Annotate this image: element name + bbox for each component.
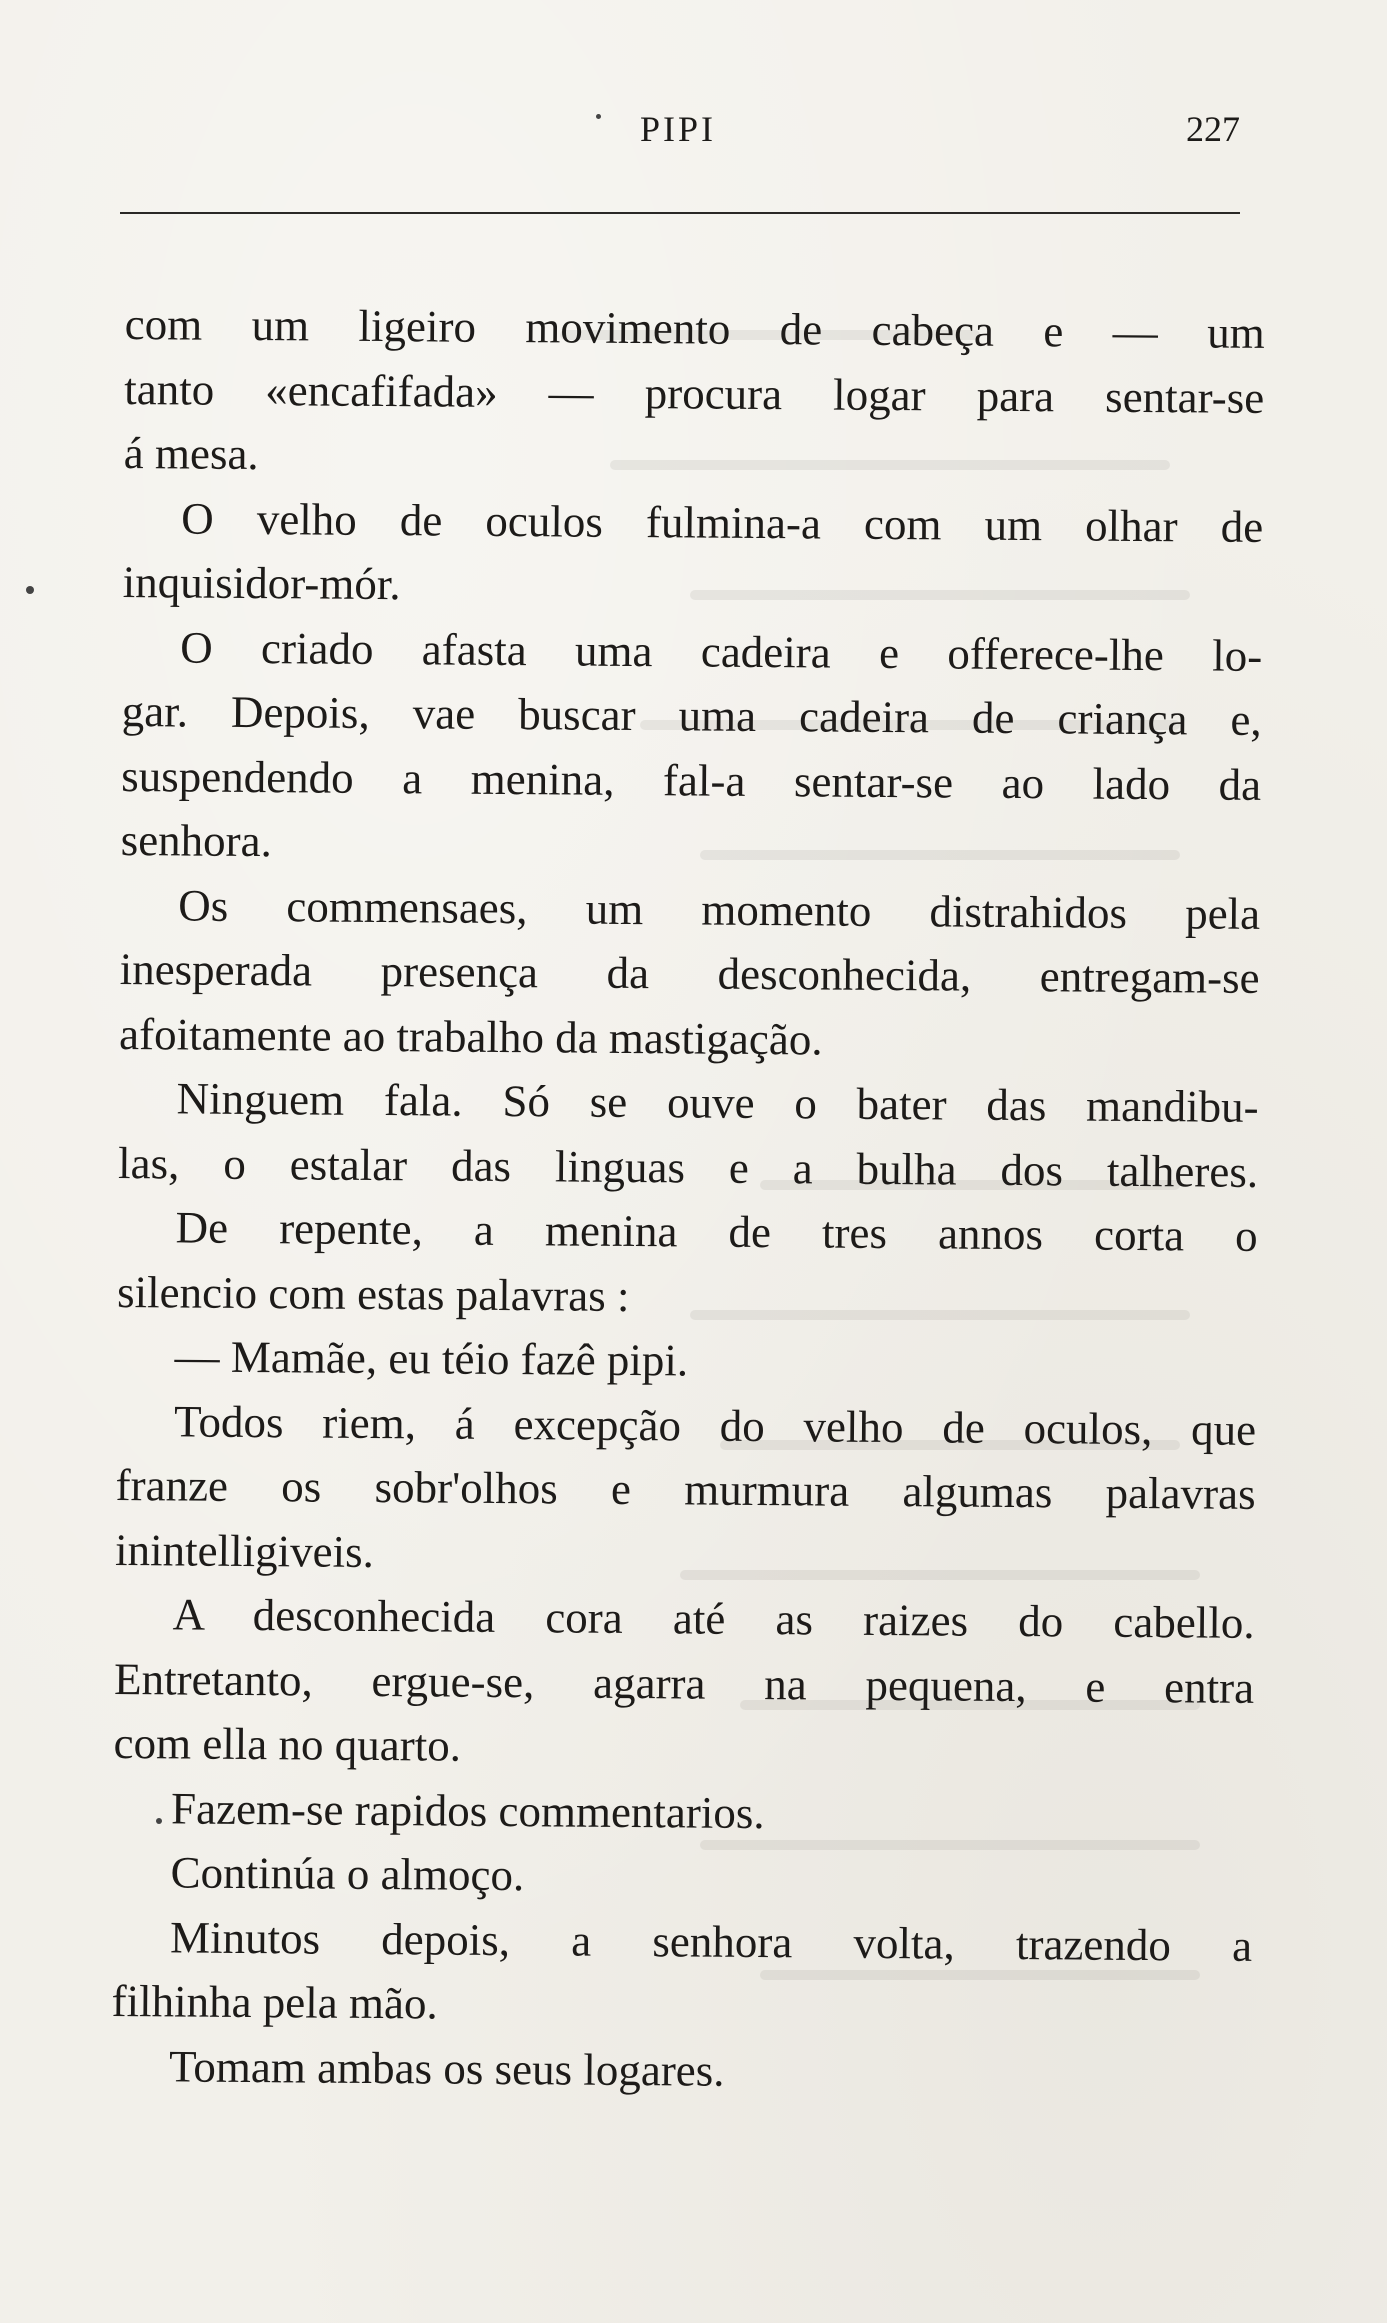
- text-line: suspendendo a menina, fal-a sentar-se ao lado da: [121, 750, 1262, 810]
- text-line: inintelligiveis.: [114, 1524, 375, 1577]
- text-line: Ninguem fala. Só se ouve o bater das mandibu-: [176, 1073, 1259, 1132]
- text-line: inquisidor-mór.: [122, 556, 401, 610]
- ink-speck: [26, 586, 34, 594]
- ink-speck: [156, 1818, 162, 1824]
- header-rule: [120, 212, 1240, 214]
- page-number: 227: [1186, 109, 1240, 149]
- text-line: tanto «encafifada» — procura logar para sentar-se: [124, 363, 1265, 423]
- text-line: Tomam ambas os seus logares.: [168, 2040, 725, 2096]
- text-line: afoitamente ao trabalho da mastigação.: [118, 1008, 823, 1065]
- text-line: Entretanto, ergue-se, agarra na pequena, e entra: [113, 1653, 1255, 1713]
- text-line: A desconhecida cora até as raizes do cabello.: [172, 1589, 1255, 1648]
- text-line: silencio com estas palavras :: [116, 1266, 630, 1321]
- ink-speck: [596, 114, 601, 119]
- text-line: Continúa o almoço.: [170, 1847, 525, 1901]
- text-line: las, o estalar das linguas e a bulha dos talheres.: [117, 1137, 1259, 1197]
- text-line: Os commensaes, um momento distrahidos pela: [177, 879, 1261, 939]
- text-line: senhora.: [120, 814, 273, 867]
- text-line: De repente, a menina de tres annos corta o: [175, 1202, 1258, 1261]
- text-line: gar. Depois, vae buscar uma cadeira de criança e,: [121, 685, 1262, 745]
- body-text: [111, 292, 1265, 2107]
- text-line: Minutos depois, a senhora volta, trazendo a: [169, 1911, 1253, 1971]
- text-line: franze os sobr'olhos e murmura algumas palavras: [115, 1459, 1256, 1519]
- text-line: com ella no quarto.: [113, 1717, 462, 1771]
- text-line: á mesa.: [123, 427, 259, 480]
- text-line: inesperada presença da desconhecida, entregam-se: [119, 943, 1260, 1003]
- text-line: O criado afasta uma cadeira e offerece-lhe lo-: [180, 621, 1263, 681]
- text-line: com um ligeiro movimento de cabeça e — um: [124, 298, 1265, 358]
- text-line: O velho de oculos fulmina-a com um olhar de: [181, 492, 1264, 552]
- text-line: — Mamãe, eu téio fazê pipi.: [174, 1331, 689, 1386]
- text-line: Fazem-se rapidos commentarios.: [170, 1782, 765, 1838]
- running-title: PIPI: [640, 109, 717, 149]
- text-line: filhinha pela mão.: [111, 1975, 438, 2029]
- running-header: [120, 108, 1240, 158]
- text-line: Todos riem, á excepção do velho de oculos, que: [173, 1395, 1257, 1455]
